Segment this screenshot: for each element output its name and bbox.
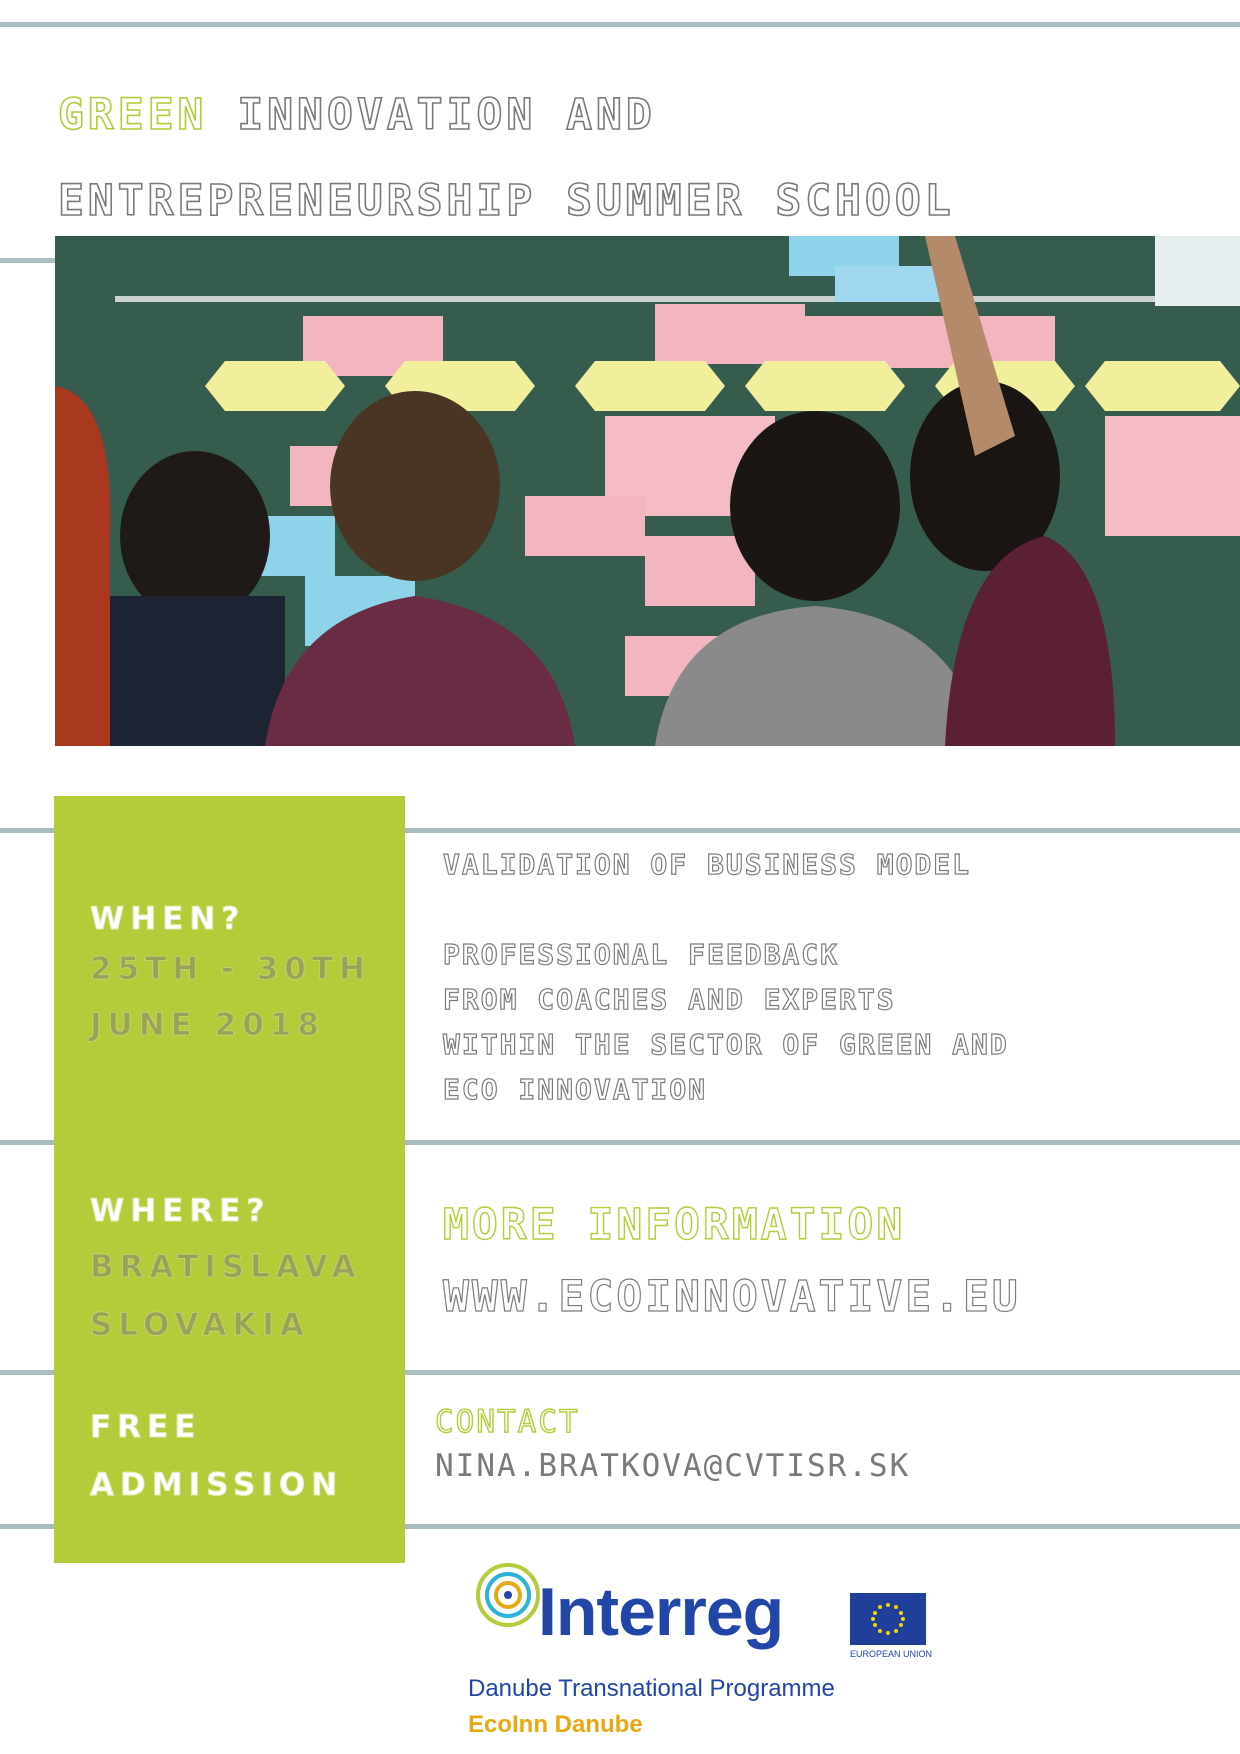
- highlight-feedback-line4: ECO INNOVATION: [443, 1073, 708, 1106]
- highlight-business-model: VALIDATION OF BUSINESS MODEL: [443, 848, 972, 881]
- more-info-label: MORE INFORMATION: [443, 1200, 906, 1250]
- when-dates: 25TH - 30TH: [90, 951, 371, 987]
- eu-label: EUROPEAN UNION: [850, 1649, 933, 1659]
- admission-line1: FREE: [90, 1409, 202, 1445]
- title-line1-rest: INNOVATION AND: [207, 90, 656, 140]
- admission-line2: ADMISSION: [90, 1467, 344, 1503]
- divider-rule: [0, 22, 1240, 27]
- highlight-feedback-line2: FROM COACHES AND EXPERTS: [443, 983, 896, 1016]
- contact-label: CONTACT: [435, 1404, 580, 1440]
- highlight-feedback-line1: PROFESSIONAL FEEDBACK: [443, 938, 840, 971]
- title-line2: ENTREPRENEURSHIP SUMMER SCHOOL: [58, 176, 955, 226]
- where-country: SLOVAKIA: [90, 1307, 310, 1343]
- programme-name: Danube Transnational Programme: [468, 1675, 835, 1702]
- interreg-wordmark: Interreg: [538, 1574, 784, 1650]
- workshop-photo-illustration: [55, 236, 1240, 746]
- page-title: [58, 72, 955, 244]
- workshop-photo: [55, 236, 1240, 746]
- when-month: JUNE 2018: [90, 1007, 325, 1043]
- project-name: EcoInn Danube: [468, 1711, 643, 1738]
- when-label: WHEN?: [90, 901, 246, 937]
- interreg-logo: [468, 1555, 948, 1740]
- highlight-feedback-line3: WITHIN THE SECTOR OF GREEN AND: [443, 1028, 1009, 1061]
- eu-flag-icon: [850, 1593, 926, 1645]
- website-link[interactable]: WWW.ECOINNOVATIVE.EU: [443, 1272, 1021, 1322]
- contact-email[interactable]: NINA.BRATKOVA@CVTISR.SK: [435, 1448, 911, 1484]
- swirl-icon: [468, 1555, 548, 1645]
- where-label: WHERE?: [90, 1193, 271, 1229]
- where-city: BRATISLAVA: [90, 1249, 362, 1285]
- title-green-word: GREEN: [58, 90, 208, 140]
